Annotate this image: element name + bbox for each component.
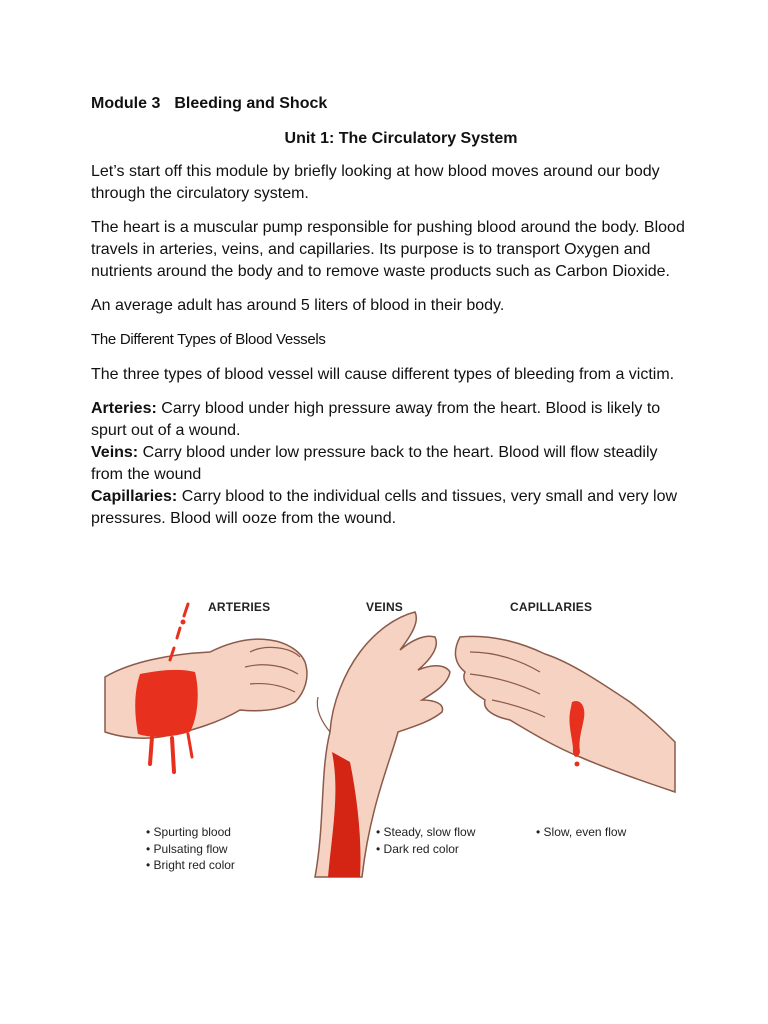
vessel-descriptions [91, 398, 691, 530]
vessel-text: Carry blood under low pressure back to the heart. Blood will flow steadily from the wound [91, 444, 658, 483]
capillaries-hand [455, 636, 675, 792]
arteries-wound [135, 670, 198, 737]
unit-title: Unit 1: The Circulatory System [284, 130, 518, 147]
bullet-item: • Slow, even flow [536, 824, 626, 841]
bullet-item: • Spurting blood [146, 824, 235, 841]
section-subheading: The Different Types of Blood Vessels [91, 331, 326, 348]
vessel-capillaries [91, 486, 691, 530]
arteries-hand [105, 604, 307, 772]
bleeding-types-illustration [100, 592, 680, 882]
capillaries-bullet-list [536, 824, 626, 841]
label-veins: VEINS [366, 600, 404, 614]
heart-paragraph: The heart is a muscular pump responsible for pushing blood around the body. Blood travels in arteries, veins, and capillaries. Its purpose is to transport Oxygen and nutrients around the body and to remove waste products such as Carbon Dioxide. [91, 219, 685, 280]
label-arteries: ARTERIES [208, 600, 271, 614]
document-page [91, 93, 691, 530]
vessel-text: Carry blood under high pressure away from the heart. Blood is likely to spurt out of a wound. [91, 400, 661, 439]
vessels-intro-paragraph: The three types of blood vessel will cause different types of bleeding from a victim. [91, 366, 675, 383]
intro-paragraph: Let’s start off this module by briefly looking at how blood moves around our body through the circulatory system. [91, 163, 660, 202]
vessel-name: Veins: [91, 444, 139, 461]
bullet-item: • Pulsating flow [146, 841, 235, 858]
module-title [91, 93, 691, 115]
veins-bullet-list [376, 824, 475, 857]
arteries-bullet-list [146, 824, 235, 874]
vessel-name: Capillaries: [91, 488, 178, 505]
vessel-text: Carry blood to the individual cells and tissues, very small and very low pressures. Blood will ooze from the wound. [91, 488, 678, 527]
bullet-item: • Steady, slow flow [376, 824, 475, 841]
module-number: Module 3 [91, 95, 161, 112]
vessel-arteries [91, 398, 691, 442]
vessel-name: Arteries: [91, 400, 157, 417]
label-capillaries: CAPILLARIES [510, 600, 593, 614]
module-name: Bleeding and Shock [174, 95, 328, 112]
vessel-veins [91, 442, 691, 486]
bullet-item: • Dark red color [376, 841, 475, 858]
volume-paragraph: An average adult has around 5 liters of blood in their body. [91, 297, 505, 314]
bullet-item: • Bright red color [146, 857, 235, 874]
